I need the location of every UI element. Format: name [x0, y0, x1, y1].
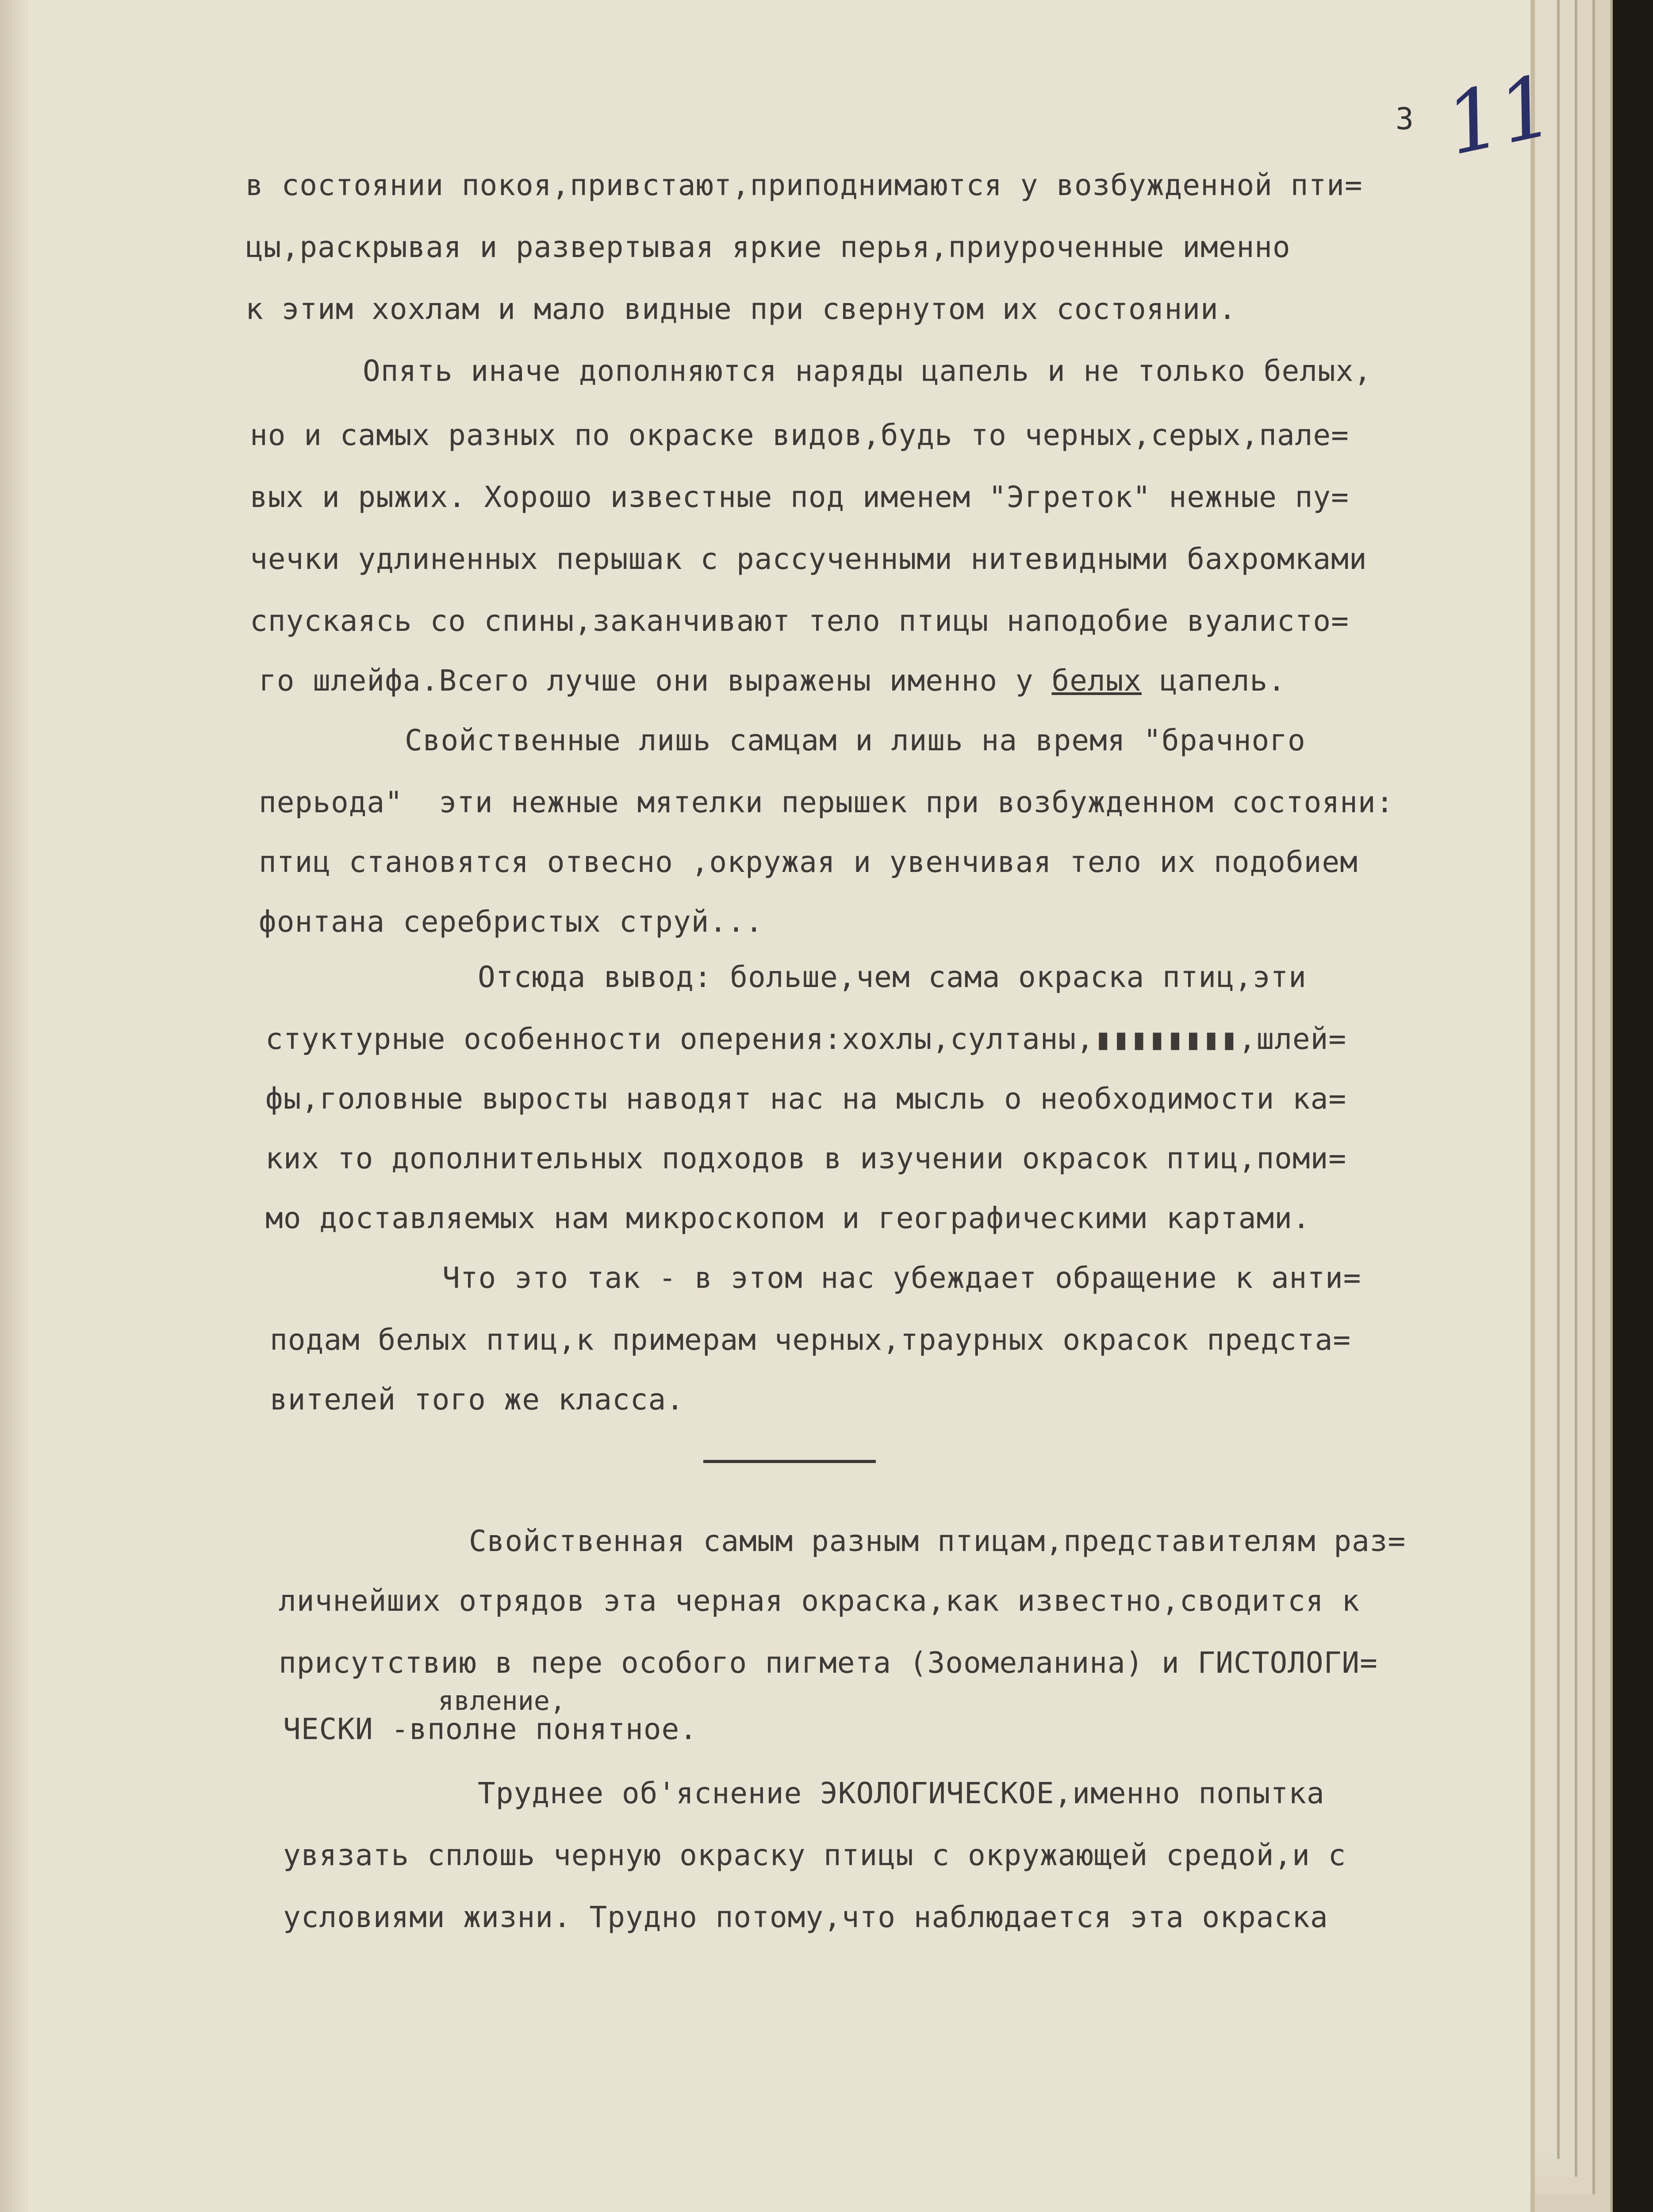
- text-line: Свойственные лишь самцам и лишь на время "брачного: [405, 723, 1306, 757]
- text-line: фы,головные выросты наводят нас на мысль о необходимости ка=: [265, 1082, 1347, 1116]
- text-line: Опять иначе дополняются наряды цапель и не только белых,: [363, 354, 1372, 388]
- page-binding-shadow: [0, 0, 31, 2212]
- text-line: ких то дополнительных подходов в изучении окрасок птиц,поми=: [265, 1141, 1347, 1175]
- text-line: личнейших отрядов эта черная окраска,как известно,сводится к: [279, 1584, 1360, 1618]
- text-line: чечки удлиненных перышак с рассученными нитевидными бахромками: [250, 542, 1367, 576]
- text-line: цы,раскрывая и развертывая яркие перья,приуроченные именно: [245, 230, 1291, 264]
- text-segment: стуктурные особенности оперения:хохлы,султаны,: [265, 1022, 1094, 1056]
- text-line: Свойственная самым разным птицам,представителям раз=: [469, 1524, 1406, 1558]
- text-line: увязать сплошь черную окраску птицы с окружающей средой,и с: [283, 1838, 1346, 1872]
- text-line: фонтана серебристых струй...: [259, 905, 763, 939]
- text-line: спускаясь со спины,заканчивают тело птицы наподобие вуалисто=: [250, 604, 1349, 638]
- text-segment: цапель.: [1142, 664, 1286, 698]
- text-line: перьода" эти нежные мятелки перышек при возбужденном состояни:: [259, 785, 1394, 819]
- text-line: к этим хохлам и мало видные при свернутом их состоянии.: [245, 292, 1237, 326]
- text-line: условиями жизни. Трудно потому,что наблюдается эта окраска: [283, 1900, 1328, 1934]
- text-segment: го шлейфа.Всего лучше они выражены именно у: [259, 664, 1052, 698]
- text-line-composite: [265, 1022, 1346, 1056]
- text-line: вителей того же класса.: [270, 1382, 684, 1417]
- section-divider: [703, 1460, 876, 1463]
- text-line-composite: [259, 664, 1286, 698]
- text-line: но и самых разных по окраске видов,будь то черных,серых,пале=: [250, 418, 1349, 452]
- handwritten-insertion: явление,: [438, 1686, 566, 1717]
- text-line: ЧЕСКИ -вполне понятное.: [283, 1712, 698, 1746]
- text-line: мо доставляемых нам микроскопом и географическими картами.: [265, 1201, 1311, 1235]
- text-line: Труднее об'яснение ЭКОЛОГИЧЕСКОЕ,именно попытка: [478, 1776, 1325, 1810]
- text-line: присутствию в пере особого пигмета (Зоомеланина) и ГИСТОЛОГИ=: [279, 1646, 1378, 1680]
- text-line: подам белых птиц,к примерам черных,траурных окрасок предста=: [270, 1323, 1351, 1357]
- text-segment: ,шлей=: [1238, 1022, 1347, 1056]
- underlined-word: белых: [1051, 664, 1142, 698]
- text-line: Отсюда вывод: больше,чем сама окраска птиц,эти: [478, 960, 1307, 994]
- text-line: Что это так - в этом нас убеждает обращение к анти=: [442, 1261, 1362, 1295]
- text-line: вых и рыжих. Хорошо известные под именем "Эгреток" нежные пу=: [250, 480, 1349, 514]
- struck-out-word: ▮▮▮▮▮▮▮▮: [1094, 1022, 1239, 1056]
- text-line: птиц становятся отвесно ,окружая и увенчивая тело их подобием: [259, 845, 1358, 879]
- text-line: в состоянии покоя,привстают,приподнимаются у возбужденной пти=: [245, 168, 1363, 202]
- handwritten-archive-number: 11: [1437, 56, 1563, 174]
- page-number: 3: [1396, 102, 1414, 137]
